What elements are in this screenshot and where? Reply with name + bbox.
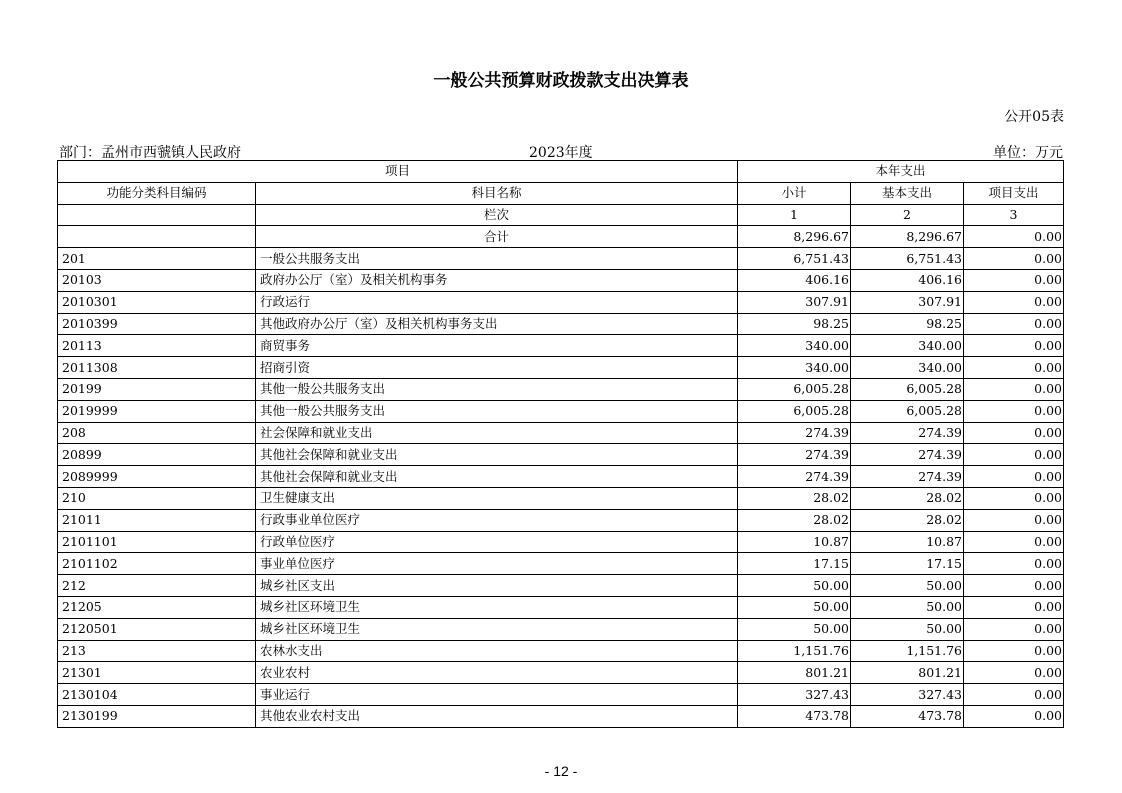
row-subtotal: 50.00 [738, 618, 851, 640]
table-row [58, 444, 1064, 466]
table-row [58, 466, 1064, 488]
row-basic: 98.25 [851, 313, 964, 335]
row-name: 行政运行 [256, 291, 738, 313]
row-project: 0.00 [964, 662, 1064, 684]
table-row [58, 596, 1064, 618]
column-index-label: 栏次 [256, 204, 738, 226]
row-name: 招商引资 [256, 357, 738, 379]
row-basic: 340.00 [851, 357, 964, 379]
header-current-year: 本年支出 [738, 161, 1064, 183]
row-project: 0.00 [964, 531, 1064, 553]
row-basic: 6,005.28 [851, 378, 964, 400]
table-row [58, 705, 1064, 727]
column-index-3: 3 [964, 204, 1064, 226]
row-name: 一般公共服务支出 [256, 248, 738, 270]
row-basic: 406.16 [851, 269, 964, 291]
header-project-exp: 项目支出 [964, 182, 1064, 204]
row-project: 0.00 [964, 509, 1064, 531]
row-name: 其他政府办公厅（室）及相关机构事务支出 [256, 313, 738, 335]
row-subtotal: 801.21 [738, 662, 851, 684]
row-code: 21301 [58, 662, 256, 684]
row-name: 商贸事务 [256, 335, 738, 357]
row-code: 2101102 [58, 553, 256, 575]
row-code: 2089999 [58, 466, 256, 488]
header-name: 科目名称 [256, 182, 738, 204]
row-project: 0.00 [964, 640, 1064, 662]
table-row [58, 487, 1064, 509]
row-subtotal: 10.87 [738, 531, 851, 553]
row-code: 2010301 [58, 291, 256, 313]
row-project: 0.00 [964, 291, 1064, 313]
page-number: - 12 - [544, 763, 578, 779]
row-subtotal: 473.78 [738, 705, 851, 727]
row-code: 2010399 [58, 313, 256, 335]
header-row-1 [58, 161, 1064, 183]
row-code: 212 [58, 575, 256, 597]
row-name: 城乡社区环境卫生 [256, 596, 738, 618]
row-name: 其他一般公共服务支出 [256, 378, 738, 400]
row-code: 201 [58, 248, 256, 270]
row-code: 20103 [58, 269, 256, 291]
department-label: 部门：孟州市西虢镇人民政府 [59, 145, 241, 161]
row-subtotal: 28.02 [738, 487, 851, 509]
row-basic: 274.39 [851, 444, 964, 466]
table-row [58, 269, 1064, 291]
row-code: 2120501 [58, 618, 256, 640]
row-subtotal: 6,005.28 [738, 400, 851, 422]
row-project: 0.00 [964, 575, 1064, 597]
row-code: 21011 [58, 509, 256, 531]
row-project: 0.00 [964, 705, 1064, 727]
row-name: 事业运行 [256, 684, 738, 706]
row-project: 0.00 [964, 444, 1064, 466]
row-code: 20899 [58, 444, 256, 466]
table-row [58, 378, 1064, 400]
row-name: 事业单位医疗 [256, 553, 738, 575]
table-row [58, 553, 1064, 575]
row-code: 2130199 [58, 705, 256, 727]
row-basic: 1,151.76 [851, 640, 964, 662]
fiscal-year: 2023年度 [529, 145, 593, 161]
header-code: 功能分类科目编码 [58, 182, 256, 204]
row-name: 其他一般公共服务支出 [256, 400, 738, 422]
total-label: 合计 [256, 226, 738, 248]
row-code: 210 [58, 487, 256, 509]
empty-cell [58, 204, 256, 226]
table-row [58, 662, 1064, 684]
row-name: 其他农业农村支出 [256, 705, 738, 727]
table-row [58, 509, 1064, 531]
row-subtotal: 6,005.28 [738, 378, 851, 400]
header-row-2 [58, 182, 1064, 204]
table-row [58, 618, 1064, 640]
row-project: 0.00 [964, 684, 1064, 706]
row-code: 21205 [58, 596, 256, 618]
row-name: 城乡社区支出 [256, 575, 738, 597]
row-subtotal: 340.00 [738, 357, 851, 379]
row-basic: 10.87 [851, 531, 964, 553]
row-basic: 50.00 [851, 596, 964, 618]
row-subtotal: 327.43 [738, 684, 851, 706]
column-index-1: 1 [738, 204, 851, 226]
document-title: 一般公共预算财政拨款支出决算表 [433, 71, 689, 91]
header-subtotal: 小计 [738, 182, 851, 204]
row-subtotal: 274.39 [738, 444, 851, 466]
row-project: 0.00 [964, 357, 1064, 379]
row-name: 社会保障和就业支出 [256, 422, 738, 444]
row-name: 行政事业单位医疗 [256, 509, 738, 531]
table-row [58, 422, 1064, 444]
row-basic: 50.00 [851, 618, 964, 640]
table-row [58, 684, 1064, 706]
row-code: 20113 [58, 335, 256, 357]
column-index-row [58, 204, 1064, 226]
row-basic: 17.15 [851, 553, 964, 575]
meta-line [57, 142, 1063, 160]
row-name: 卫生健康支出 [256, 487, 738, 509]
total-subtotal: 8,296.67 [738, 226, 851, 248]
table-row [58, 248, 1064, 270]
header-basic: 基本支出 [851, 182, 964, 204]
row-subtotal: 50.00 [738, 575, 851, 597]
row-subtotal: 98.25 [738, 313, 851, 335]
empty-cell [58, 226, 256, 248]
row-project: 0.00 [964, 553, 1064, 575]
row-project: 0.00 [964, 487, 1064, 509]
row-name: 城乡社区环境卫生 [256, 618, 738, 640]
table-row [58, 400, 1064, 422]
row-project: 0.00 [964, 618, 1064, 640]
row-subtotal: 1,151.76 [738, 640, 851, 662]
row-project: 0.00 [964, 596, 1064, 618]
row-subtotal: 274.39 [738, 422, 851, 444]
row-name: 其他社会保障和就业支出 [256, 444, 738, 466]
unit-label: 单位：万元 [993, 145, 1063, 161]
row-name: 农林水支出 [256, 640, 738, 662]
row-subtotal: 28.02 [738, 509, 851, 531]
row-code: 213 [58, 640, 256, 662]
row-name: 行政单位医疗 [256, 531, 738, 553]
row-subtotal: 17.15 [738, 553, 851, 575]
row-subtotal: 6,751.43 [738, 248, 851, 270]
table-row [58, 357, 1064, 379]
row-basic: 274.39 [851, 466, 964, 488]
row-basic: 801.21 [851, 662, 964, 684]
table-row [58, 575, 1064, 597]
row-basic: 6,005.28 [851, 400, 964, 422]
row-subtotal: 406.16 [738, 269, 851, 291]
row-basic: 28.02 [851, 509, 964, 531]
total-row [58, 226, 1064, 248]
row-name: 政府办公厅（室）及相关机构事务 [256, 269, 738, 291]
row-basic: 28.02 [851, 487, 964, 509]
row-basic: 473.78 [851, 705, 964, 727]
row-code: 2130104 [58, 684, 256, 706]
row-project: 0.00 [964, 400, 1064, 422]
row-code: 20199 [58, 378, 256, 400]
total-project: 0.00 [964, 226, 1064, 248]
row-code: 2101101 [58, 531, 256, 553]
header-project: 项目 [58, 161, 738, 183]
row-basic: 50.00 [851, 575, 964, 597]
row-basic: 6,751.43 [851, 248, 964, 270]
row-code: 2011308 [58, 357, 256, 379]
row-project: 0.00 [964, 466, 1064, 488]
row-project: 0.00 [964, 422, 1064, 444]
row-project: 0.00 [964, 269, 1064, 291]
row-basic: 307.91 [851, 291, 964, 313]
column-index-2: 2 [851, 204, 964, 226]
row-project: 0.00 [964, 248, 1064, 270]
expenditure-table [57, 160, 1064, 728]
row-name: 农业农村 [256, 662, 738, 684]
table-row [58, 335, 1064, 357]
row-subtotal: 274.39 [738, 466, 851, 488]
row-subtotal: 307.91 [738, 291, 851, 313]
row-basic: 274.39 [851, 422, 964, 444]
row-project: 0.00 [964, 335, 1064, 357]
row-basic: 327.43 [851, 684, 964, 706]
row-basic: 340.00 [851, 335, 964, 357]
table-row [58, 291, 1064, 313]
table-row [58, 640, 1064, 662]
row-code: 2019999 [58, 400, 256, 422]
table-row [58, 531, 1064, 553]
row-subtotal: 340.00 [738, 335, 851, 357]
form-number: 公开05表 [1004, 109, 1064, 125]
row-name: 其他社会保障和就业支出 [256, 466, 738, 488]
total-basic: 8,296.67 [851, 226, 964, 248]
row-project: 0.00 [964, 313, 1064, 335]
table-row [58, 313, 1064, 335]
row-code: 208 [58, 422, 256, 444]
row-project: 0.00 [964, 378, 1064, 400]
row-subtotal: 50.00 [738, 596, 851, 618]
